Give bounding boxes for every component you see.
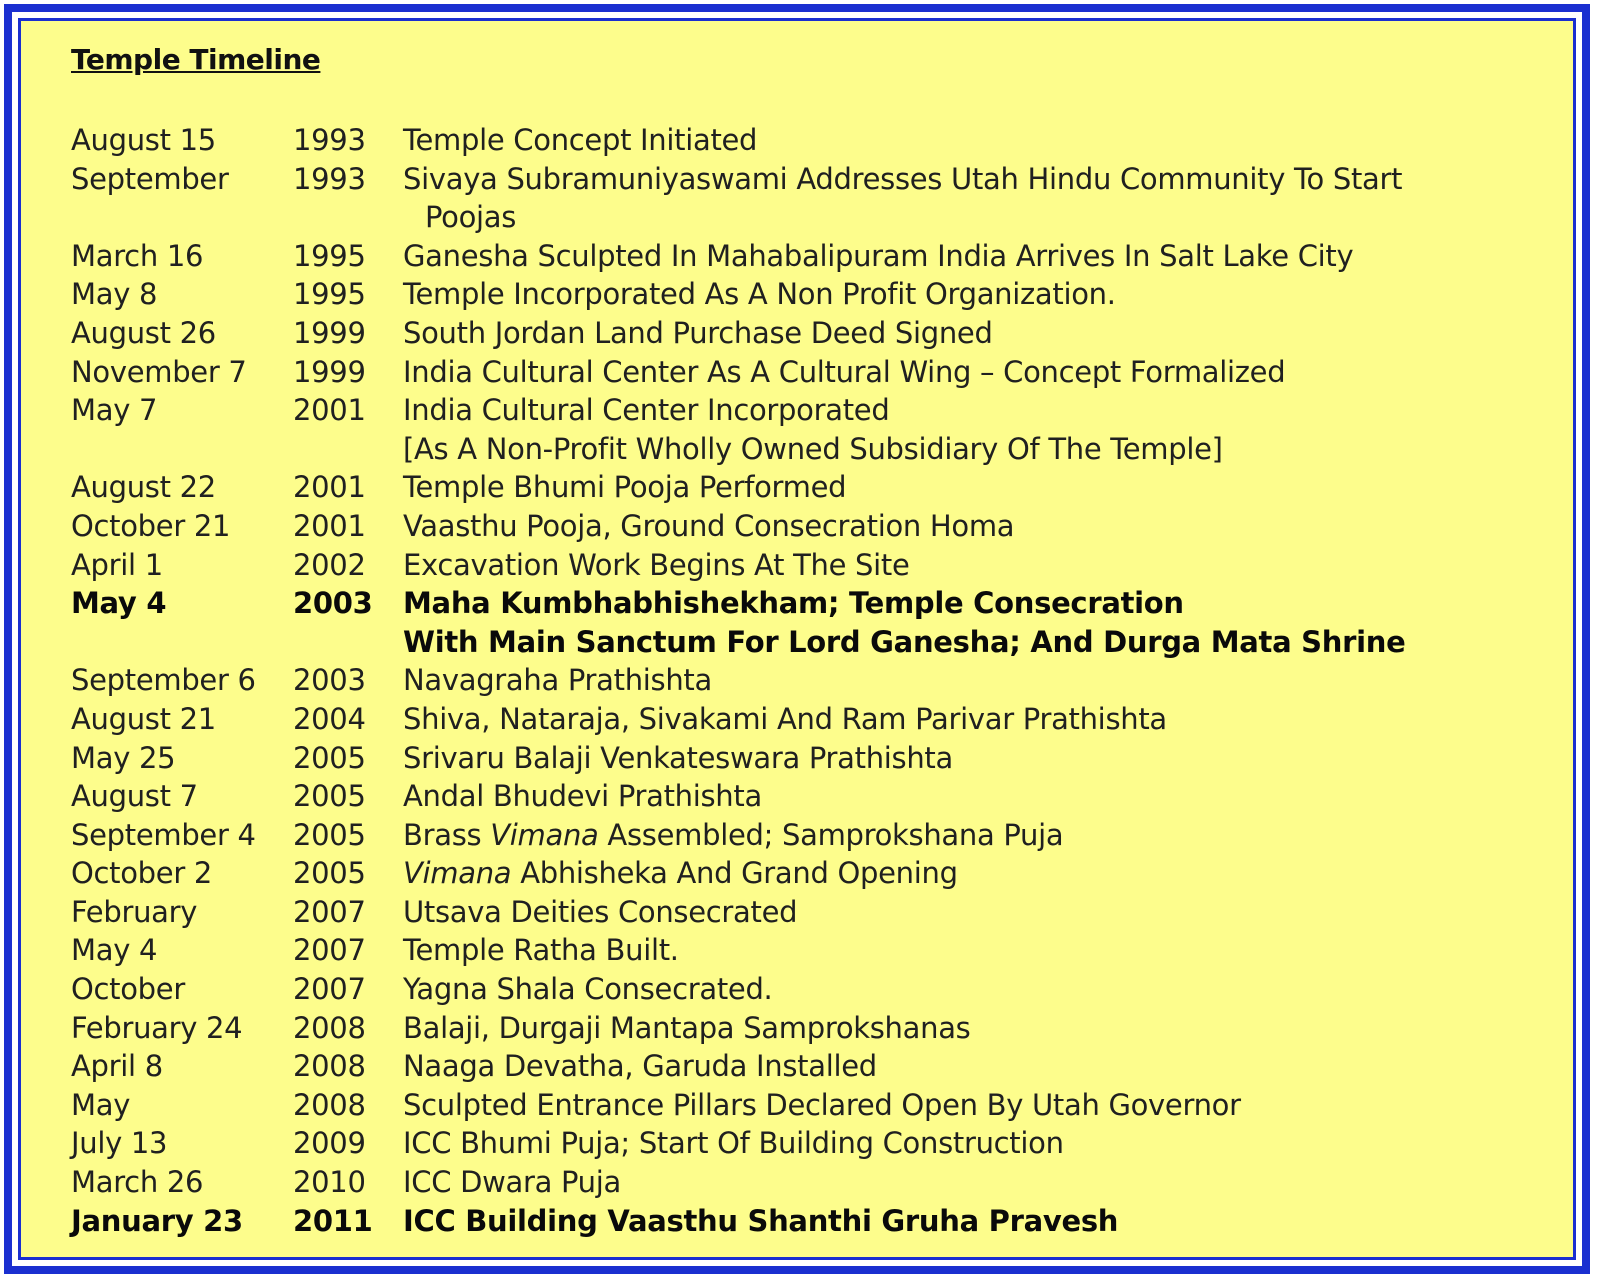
- event-line: Poojas: [425, 200, 517, 235]
- event-line: Temple Concept Initiated: [403, 123, 758, 157]
- event-description: [401, 1009, 1543, 1048]
- event-date: March 16: [71, 238, 204, 273]
- timeline-row: [71, 777, 1543, 816]
- event-year: 1995: [293, 277, 366, 312]
- event-date: May 25: [71, 740, 176, 775]
- event-description: [401, 816, 1543, 855]
- event-year: 2004: [293, 701, 366, 736]
- event-year: 2007: [293, 933, 366, 968]
- event-date: August 21: [71, 701, 216, 736]
- event-description: [401, 1163, 1543, 1202]
- timeline-row: [71, 468, 1543, 507]
- event-description: [401, 160, 1543, 237]
- event-date: August 22: [71, 470, 216, 505]
- event-line: [403, 816, 1543, 855]
- event-line: [As A Non-Profit Wholly Owned Subsidiary Of The Temple]: [403, 431, 1223, 466]
- timeline-row: [71, 1047, 1543, 1086]
- event-line: Balaji, Durgaji Mantapa Samprokshanas: [403, 1010, 971, 1045]
- event-line: ICC Bhumi Puja; Start Of Building Construction: [403, 1126, 1064, 1161]
- timeline-row: [71, 816, 1543, 855]
- event-year: 2009: [293, 1126, 366, 1161]
- event-line: [403, 854, 1543, 893]
- event-date: February: [71, 894, 198, 929]
- timeline-row: [71, 353, 1543, 392]
- event-line: Navagraha Prathishta: [403, 663, 712, 698]
- event-year: 2002: [293, 547, 366, 582]
- timeline-row: [71, 121, 1543, 160]
- event-description: [401, 970, 1543, 1009]
- timeline-row: [71, 1124, 1543, 1163]
- event-year: 2003: [293, 586, 373, 621]
- event-description: [401, 739, 1543, 778]
- event-description: [401, 661, 1543, 700]
- event-line: Shiva, Nataraja, Sivakami And Ram Parivar Prathishta: [403, 701, 1167, 736]
- event-description: [401, 700, 1543, 739]
- event-line: India Cultural Center As A Cultural Wing – Concept Formalized: [403, 354, 1286, 389]
- timeline-row: [71, 314, 1543, 353]
- event-date: October 2: [71, 856, 213, 891]
- event-date: November 7: [71, 354, 247, 389]
- event-year: 2010: [293, 1165, 366, 1200]
- event-date: July 13: [71, 1126, 168, 1161]
- event-year: 2005: [293, 856, 366, 891]
- timeline-row: [71, 661, 1543, 700]
- event-date: October 21: [71, 508, 231, 543]
- event-date: August 15: [71, 123, 216, 157]
- timeline-row: [71, 739, 1543, 778]
- event-line: Sivaya Subramuniyaswami Addresses Utah Hindu Community To Start: [403, 161, 1403, 196]
- event-year: 1999: [293, 315, 366, 350]
- event-year: 2007: [293, 972, 366, 1007]
- event-date: August 7: [71, 779, 198, 814]
- event-text: Abhisheka And Grand Opening: [511, 856, 958, 891]
- event-date: May: [71, 1087, 131, 1122]
- event-line: ICC Dwara Puja: [403, 1165, 621, 1200]
- event-line: Temple Incorporated As A Non Profit Organization.: [403, 277, 1116, 312]
- event-year: 2001: [293, 508, 366, 543]
- event-line: Maha Kumbhabhishekham; Temple Consecration: [403, 586, 1184, 621]
- event-description: [401, 507, 1543, 546]
- event-line: With Main Sanctum For Lord Ganesha; And Durga Mata Shrine: [403, 624, 1406, 659]
- event-description: [401, 237, 1543, 276]
- event-date: October: [71, 972, 185, 1007]
- event-description: [401, 1047, 1543, 1086]
- event-line: Ganesha Sculpted In Mahabalipuram India Arrives In Salt Lake City: [403, 238, 1354, 273]
- timeline-row: [71, 893, 1543, 932]
- event-date: April 1: [71, 547, 163, 582]
- timeline-row: [71, 1086, 1543, 1125]
- event-year: 2008: [293, 1010, 366, 1045]
- timeline-list: [71, 121, 1543, 1240]
- event-date: May 8: [71, 277, 158, 312]
- event-year: 1993: [293, 161, 366, 196]
- event-description: [401, 121, 1543, 160]
- event-line: Yagna Shala Consecrated.: [403, 972, 773, 1007]
- event-description: [401, 353, 1543, 392]
- timeline-row: [71, 584, 1543, 661]
- event-text: Brass: [403, 817, 491, 852]
- event-line: Srivaru Balaji Venkateswara Prathishta: [403, 740, 953, 775]
- event-date: February 24: [71, 1010, 243, 1045]
- event-date: January 23: [71, 1203, 243, 1238]
- event-line: Vaasthu Pooja, Ground Consecration Homa: [403, 508, 1015, 543]
- event-year: 1999: [293, 354, 366, 389]
- timeline-row: [71, 1202, 1543, 1241]
- event-description: [401, 546, 1543, 585]
- event-description: [401, 893, 1543, 932]
- event-year: 2005: [293, 817, 366, 852]
- document-panel: [18, 18, 1576, 1260]
- event-line: ICC Building Vaasthu Shanthi Gruha Pravesh: [403, 1203, 1119, 1238]
- event-date: September 4: [71, 817, 256, 852]
- event-year: 2005: [293, 779, 366, 814]
- event-year: 2008: [293, 1049, 366, 1084]
- event-line: South Jordan Land Purchase Deed Signed: [403, 315, 993, 350]
- timeline-row: [71, 391, 1543, 468]
- timeline-row: [71, 237, 1543, 276]
- timeline-row: [71, 275, 1543, 314]
- event-year: 1995: [293, 238, 366, 273]
- event-description: [401, 314, 1543, 353]
- event-year: 1993: [293, 123, 366, 157]
- event-description: [401, 584, 1543, 661]
- event-year: 2008: [293, 1087, 366, 1122]
- timeline-row: [71, 970, 1543, 1009]
- event-description: [401, 777, 1543, 816]
- timeline-row: [71, 700, 1543, 739]
- event-text: Assembled; Samprokshana Puja: [598, 817, 1064, 852]
- timeline-row: [71, 1009, 1543, 1048]
- event-text-italic: Vimana: [490, 817, 599, 852]
- event-date: September 6: [71, 663, 256, 698]
- event-line: Utsava Deities Consecrated: [403, 894, 798, 929]
- timeline-row: [71, 160, 1543, 237]
- event-date: August 26: [71, 315, 216, 350]
- event-line: India Cultural Center Incorporated: [403, 393, 890, 428]
- timeline-row: [71, 1163, 1543, 1202]
- event-line: Sculpted Entrance Pillars Declared Open By Utah Governor: [403, 1087, 1241, 1122]
- event-date: March 26: [71, 1165, 204, 1200]
- event-description: [401, 468, 1543, 507]
- event-year: 2001: [293, 470, 366, 505]
- event-text-italic: Vimana: [403, 856, 512, 891]
- event-date: May 7: [71, 393, 158, 428]
- timeline-row: [71, 546, 1543, 585]
- event-line: Naaga Devatha, Garuda Installed: [403, 1049, 877, 1084]
- event-description: [401, 931, 1543, 970]
- event-year: 2003: [293, 663, 366, 698]
- event-line: Temple Bhumi Pooja Performed: [403, 470, 847, 505]
- timeline-row: [71, 507, 1543, 546]
- event-year: 2011: [293, 1203, 373, 1238]
- event-year: 2001: [293, 393, 366, 428]
- event-date: May 4: [71, 586, 167, 621]
- event-description: [401, 1124, 1543, 1163]
- event-date: April 8: [71, 1049, 163, 1084]
- event-line: Temple Ratha Built.: [403, 933, 679, 968]
- event-date: September: [71, 161, 229, 196]
- event-line: Excavation Work Begins At The Site: [403, 547, 910, 582]
- timeline-row: [71, 854, 1543, 893]
- outer-border: [4, 4, 1590, 1274]
- timeline-row: [71, 931, 1543, 970]
- event-description: [401, 391, 1543, 468]
- event-description: [401, 1202, 1543, 1241]
- event-date: May 4: [71, 933, 158, 968]
- event-description: [401, 1086, 1543, 1125]
- page-title: Temple Timeline: [71, 43, 321, 76]
- event-year: 2005: [293, 740, 366, 775]
- event-year: 2007: [293, 894, 366, 929]
- event-line: Andal Bhudevi Prathishta: [403, 779, 762, 814]
- event-description: [401, 275, 1543, 314]
- event-description: [401, 854, 1543, 893]
